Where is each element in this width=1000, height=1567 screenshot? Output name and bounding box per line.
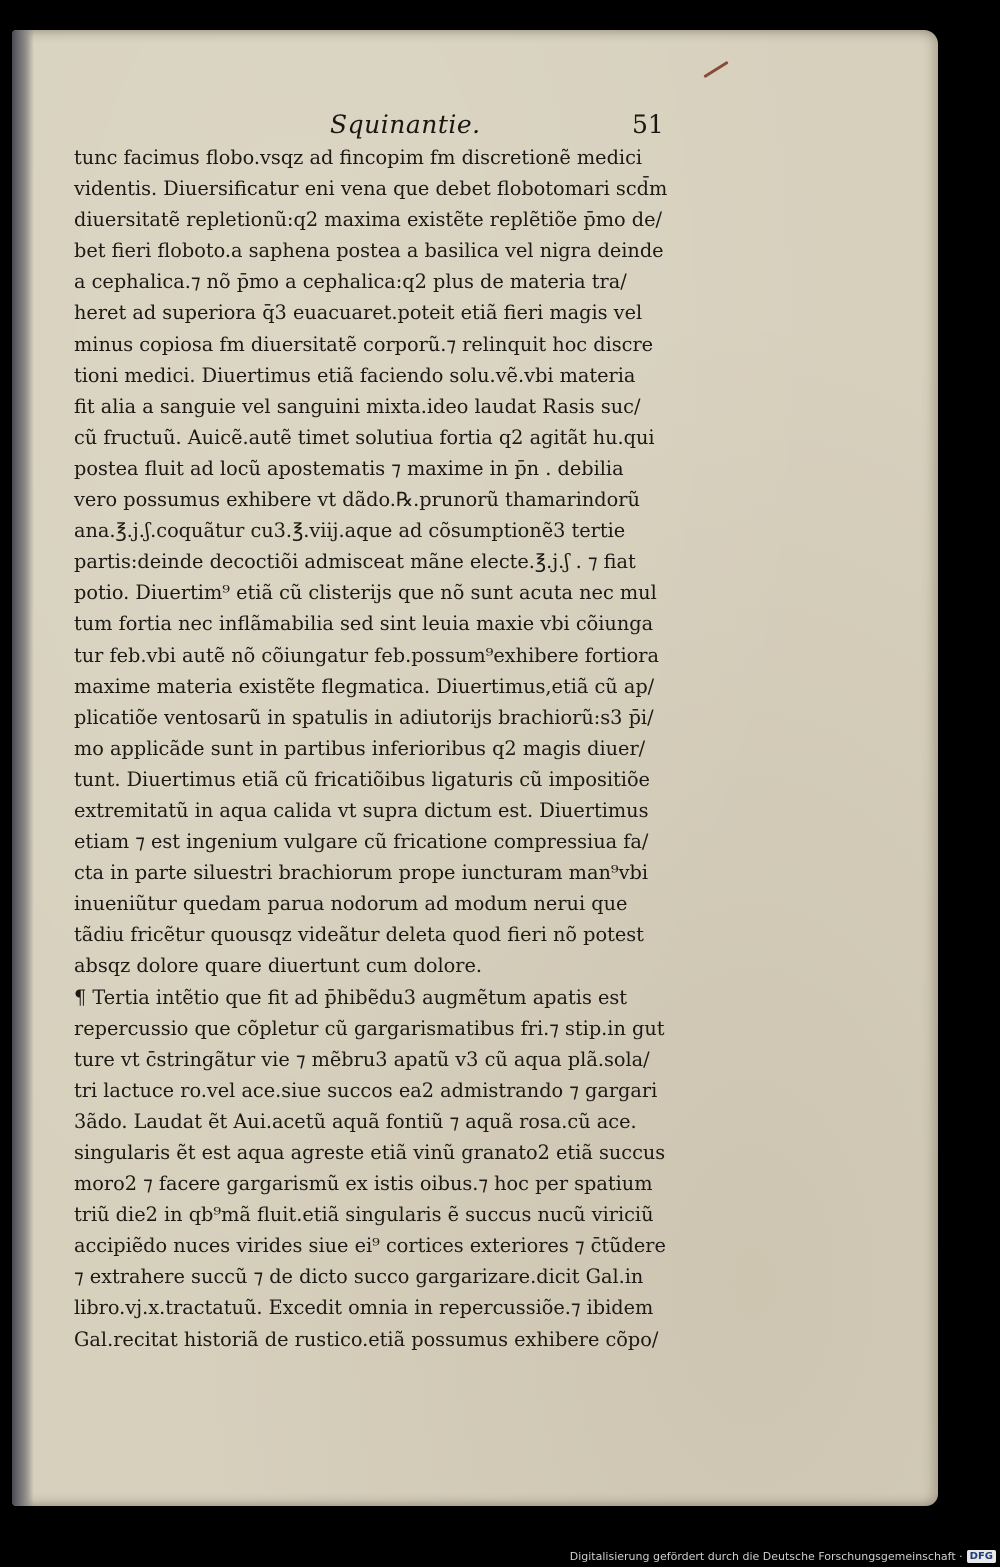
text-line: tunc facimus flobo.vsqz ad fincopim fm discretionẽ medici [74,146,643,169]
text-line: moro2 ⁊ facere gargarismũ ex istis oibus.⁊ hoc per spatium [74,1172,653,1196]
book-page [12,30,938,1506]
text-line: tum fortia nec inflãmabilia sed sint leuia maxie vbi cõiunga [74,612,654,636]
text-line: tri lactuce ro.vel ace.siue succos ea2 admistrando ⁊ gargari [74,1078,658,1102]
body-text [74,142,774,1355]
text-line: singularis ẽt est aqua agreste etiã vinũ granato2 etiã succus [74,1141,666,1164]
text-line: ture vt c̄stringãtur vie ⁊ mẽbru3 apatũ v3 cũ aqua plã.sola/ [74,1047,650,1071]
text-line: bet fieri floboto.a saphena postea a basilica vel nigra deinde [74,239,664,263]
text-line: fit alia a sanguie vel sanguini mixta.ideo laudat Rasis suc/ [74,394,641,418]
text-line: postea fluit ad locũ apostematis ⁊ maxime in p̄n . debilia [74,456,624,480]
text-line: ⁊ extrahere succũ ⁊ de dicto succo gargarizare.dicit Gal.in [74,1265,644,1289]
dfg-logo: DFG [967,1550,996,1563]
text-line: triũ die2 in qb⁹mã fluit.etiã singularis ẽ succus nucũ viriciũ [74,1203,654,1227]
text-line: partis:deinde decoctiõi admisceat mãne electe.℥.j.ʃ . ⁊ fiat [74,550,636,574]
text-line: heret ad superiora q̄3 euacuaret.poteit etiã fieri magis vel [74,301,643,325]
text-line: tioni medici. Diuertimus etiã faciendo solu.vẽ.vbi materia [74,363,636,387]
text-line: a cephalica.⁊ nõ p̄mo a cephalica:q2 plus de materia tra/ [74,270,627,294]
digitization-credit [570,1550,996,1563]
text-line: diuersitatẽ repletionũ:q2 maxima existẽte replẽtiõe p̄mo de/ [74,208,663,232]
text-line: minus copiosa fm diuersitatẽ corporũ.⁊ relinquit hoc discre [74,332,654,356]
text-line: Gal.recitat historiã de rustico.etiã possumus exhibere cõpo/ [74,1327,659,1351]
text-line: tãdiu fricẽtur quousqz videãtur deleta quod fieri nõ potest [74,923,644,947]
text-line: vero possumus exhibere vt dãdo.℞.prunorũ thamarindorũ [74,488,640,512]
text-line: 3ãdo. Laudat ẽt Aui.acetũ aquã fontiũ ⁊ aquã rosa.cũ ace. [74,1109,637,1133]
text-line: tunt. Diuertimus etiã cũ fricatiõibus ligaturis cũ impositiõe [74,767,650,791]
text-line: tur feb.vbi autẽ nõ cõiungatur feb.possum⁹exhibere fortiora [74,643,659,667]
text-line: etiam ⁊ est ingenium vulgare cũ fricatione compressiua fa/ [74,830,649,854]
text-line: potio. Diuertim⁹ etiã cũ clisterijs que nõ sunt acuta nec mul [74,581,657,605]
text-line: extremitatũ in aqua calida vt supra dictum est. Diuertimus [74,798,649,822]
text-line: videntis. Diuersificatur eni vena que debet flobotomari scd̄m [74,177,668,201]
text-line: mo applicãde sunt in partibus inferioribus q2 magis diuer/ [74,736,646,760]
text-line: ¶ Tertia intẽtio que fit ad p̄hibẽdu3 augmẽtum apatis est [74,985,628,1009]
text-line: cta in parte siluestri brachiorum prope iuncturam man⁹vbi [74,861,649,885]
text-line: libro.vj.x.tractatuũ. Excedit omnia in repercussiõe.⁊ ibidem [74,1296,654,1320]
text-line: accipiẽdo nuces virides siue ei⁹ cortices exteriores ⁊ c̄tũdere [74,1234,666,1258]
page-gutter-shadow [12,30,34,1506]
text-line: inueniũtur quedam parua nodorum ad modum nerui que [74,892,628,916]
running-head: Squinantie. [330,110,481,139]
credit-text: Digitalisierung gefördert durch die Deutsche Forschungsgemeinschaft · [569,1550,963,1563]
text-line: plicatiõe ventosarũ in spatulis in adiutorijs brachiorũ:s3 p̄i/ [74,705,654,729]
text-line: maxime materia existẽte flegmatica. Diuertimus,etiã cũ ap/ [74,674,655,698]
text-line: ana.℥.j.ʃ.coquãtur cu3.℥.viij.aque ad cõsumptionẽ3 tertie [74,519,626,543]
page-number: 51 [632,110,664,139]
text-line: repercussio que cõpletur cũ gargarismatibus fri.⁊ stip.in gut [74,1016,665,1040]
ink-mark [703,61,728,78]
page-header [72,110,772,146]
text-line: cũ fructuũ. Auicẽ.autẽ timet solutiua fortia q2 agitãt hu.qui [74,425,655,449]
text-line: absqz dolore quare diuertunt cum dolore. [74,954,482,978]
